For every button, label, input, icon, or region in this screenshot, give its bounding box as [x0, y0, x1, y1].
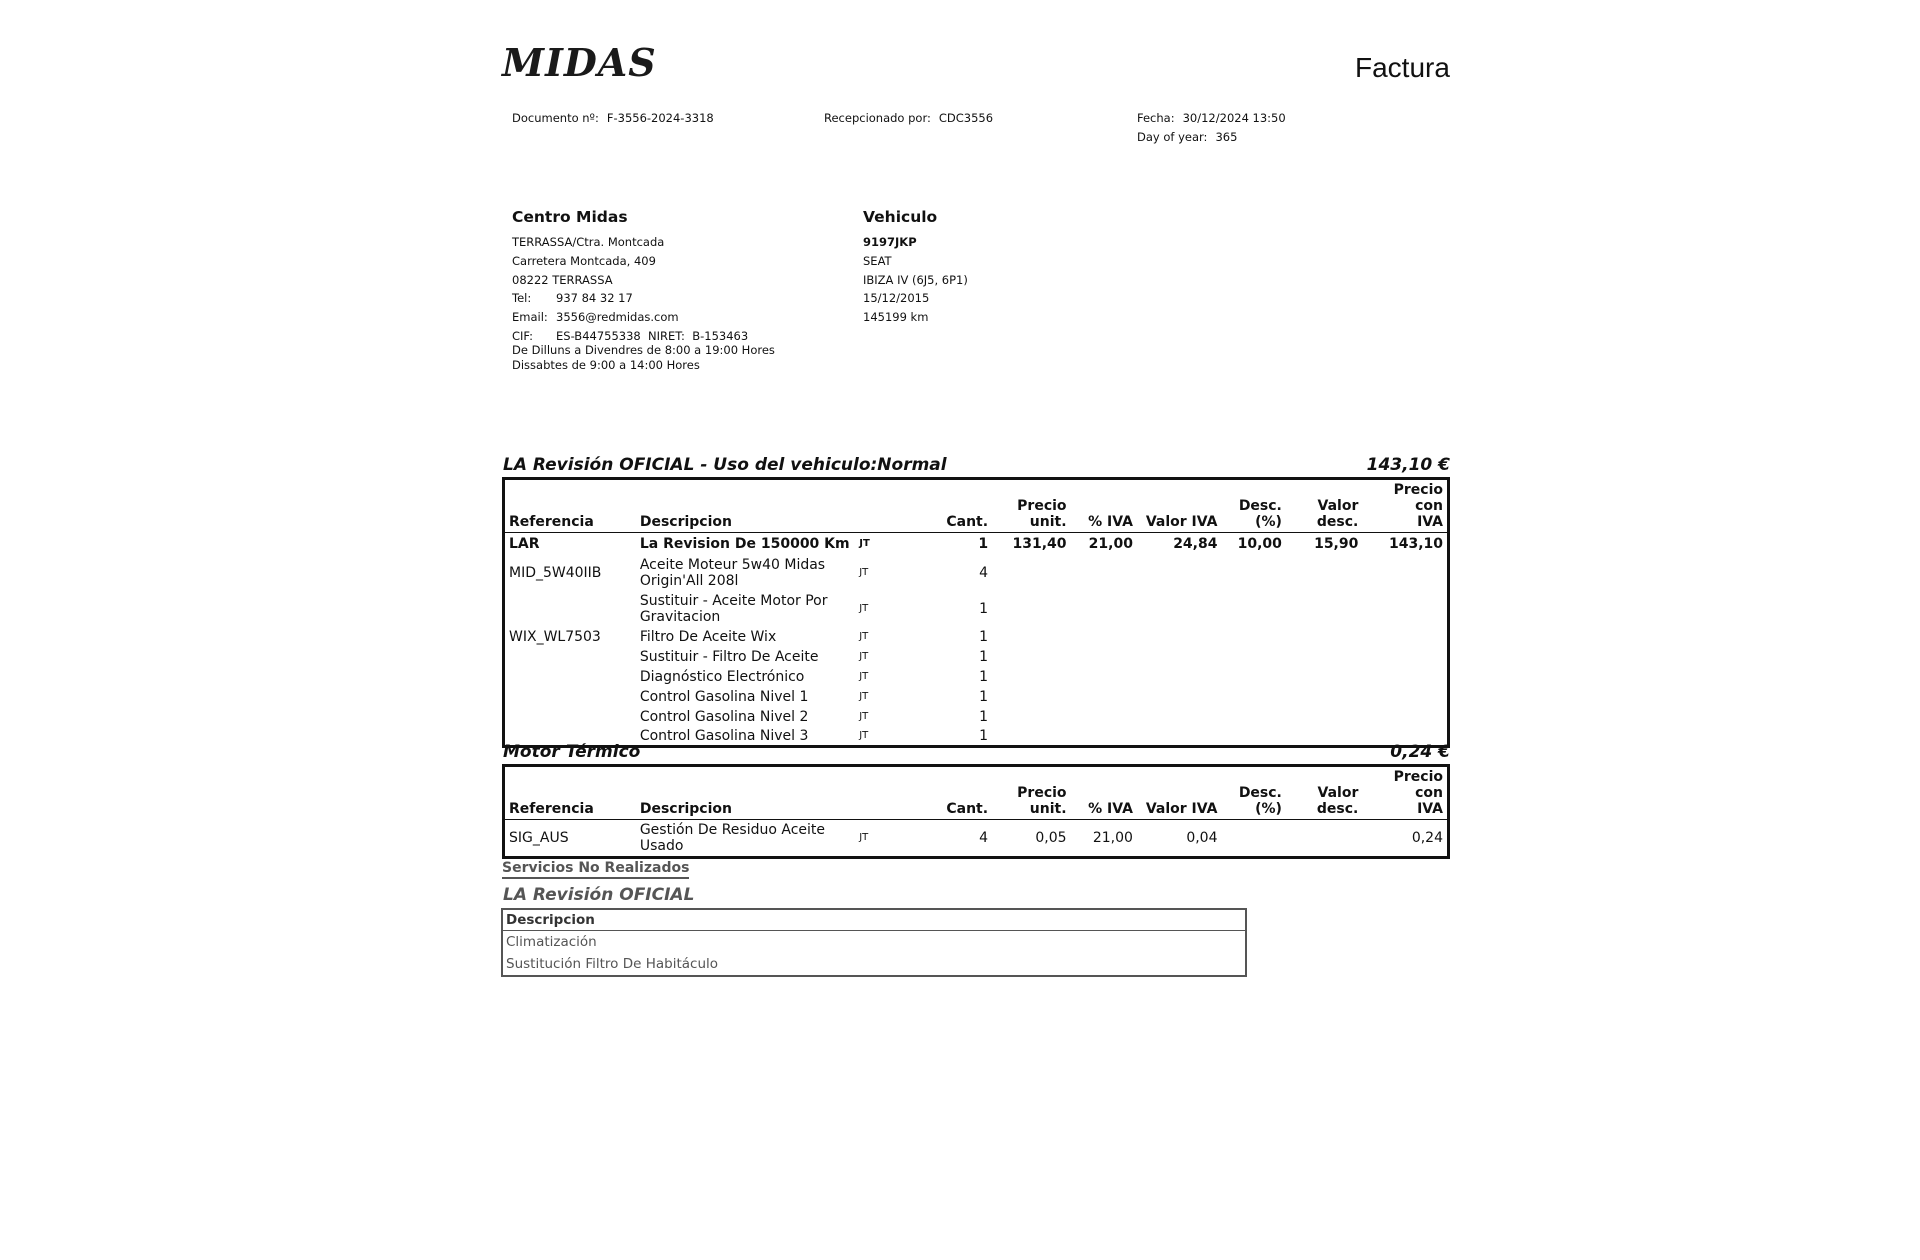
cell-pci: 0,24	[1411, 830, 1443, 846]
invoice-date: Fecha: 30/12/2024 13:50	[1137, 111, 1286, 125]
cell-cant: 1	[979, 727, 989, 744]
col-valor-desc: Valor desc.	[1286, 766, 1362, 820]
cell-ref	[504, 591, 636, 627]
cell-desc: Filtro De Aceite Wix	[639, 628, 777, 645]
cell-cant: 1	[979, 668, 989, 685]
cell-cant: 4	[979, 564, 989, 581]
cell-desc: Sustituir - Filtro De Aceite	[639, 648, 819, 665]
col-valor-iva: Valor IVA	[1137, 766, 1222, 820]
table-row	[502, 931, 1246, 954]
table-header-row	[502, 909, 1246, 931]
cell-cant: 1	[979, 628, 989, 645]
table-row	[504, 667, 1449, 687]
centro-hours	[512, 343, 775, 373]
day-of-year: Day of year: 365	[1137, 130, 1238, 144]
cell-desc: Diagnóstico Electrónico	[639, 668, 805, 685]
vehicle-brand: SEAT	[863, 253, 892, 268]
centro-line1: TERRASSA/Ctra. Montcada	[512, 235, 665, 249]
cell-ref: SIG_AUS	[509, 830, 569, 846]
cell-jt: JT	[859, 602, 869, 614]
col-valor-desc: Valor desc.	[1286, 479, 1362, 533]
table-row	[504, 533, 1449, 555]
centro-cif: CIF: ES-B44755338 NIRET: B-153463	[512, 328, 749, 343]
section-revision-header	[503, 455, 1450, 475]
col-referencia: Referencia	[504, 766, 636, 820]
cell-iva: 21,00	[1088, 535, 1133, 552]
section-motor-title: Motor Térmico	[503, 742, 641, 762]
cell-ref	[504, 707, 636, 727]
table-row	[504, 647, 1449, 667]
centro-title: Centro Midas	[512, 208, 628, 226]
cell-desc-pct: 10,00	[1237, 535, 1282, 552]
table-header-row	[504, 479, 1449, 533]
table-row	[502, 953, 1246, 976]
document-title: Factura	[1355, 52, 1450, 83]
table-row	[504, 591, 1449, 627]
cell-jt: JT	[859, 729, 869, 741]
table-row	[504, 555, 1449, 591]
cell-desc: Control Gasolina Nivel 3	[639, 727, 809, 744]
cell-ref	[504, 667, 636, 687]
cell-viva: 0,04	[1186, 830, 1218, 846]
cell-vdesc	[1286, 820, 1362, 858]
col-descripcion: Descripcion	[636, 766, 855, 820]
cell-cant: 1	[979, 648, 989, 665]
revision-table	[502, 477, 1450, 748]
vehicle-km: 145199 km	[863, 310, 929, 325]
cell-pci: 143,10	[1388, 535, 1443, 552]
col-jt	[855, 479, 923, 533]
cell-ref: WIX_WL7503	[509, 628, 601, 645]
motor-table	[502, 764, 1450, 859]
cell-ref: MID_5W40IIB	[509, 564, 602, 581]
cell-desc: Sustitución Filtro De Habitáculo	[506, 956, 719, 972]
vehicle-plate: 9197JKP	[863, 235, 917, 249]
cell-vdesc: 15,90	[1314, 535, 1359, 552]
cell-jt: JT	[859, 650, 869, 662]
centro-email: Email: 3556@redmidas.com	[512, 310, 679, 325]
received-by: Recepcionado por: CDC3556	[824, 111, 994, 125]
col-jt	[855, 766, 923, 820]
table-header-row	[504, 766, 1449, 820]
cell-jt: JT	[859, 690, 869, 702]
document-number: Documento nº: F-3556-2024-3318	[512, 111, 714, 125]
cell-jt: JT	[859, 537, 870, 549]
cell-jt: JT	[859, 670, 869, 682]
cell-pu: 131,40	[1012, 535, 1067, 552]
cell-jt: JT	[859, 566, 869, 578]
col-cant: Cant.	[924, 479, 992, 533]
cell-desc: Climatización	[506, 934, 597, 950]
vehiculo-info	[863, 233, 968, 327]
section-motor-total: 0,24 €	[1390, 742, 1450, 762]
hours-saturday: Dissabtes de 9:00 a 14:00 Hores	[512, 358, 700, 372]
cell-desc: Control Gasolina Nivel 2	[639, 708, 809, 725]
vehicle-date: 15/12/2015	[863, 291, 930, 306]
cell-desc: Aceite Moteur 5w40 Midas Origin'All 208l	[639, 556, 826, 589]
centro-line3: 08222 TERRASSA	[512, 272, 613, 287]
no-realizados-table	[501, 908, 1247, 977]
col-descripcion: Descripcion	[502, 909, 1246, 931]
cell-pu: 0,05	[1035, 830, 1067, 846]
col-referencia: Referencia	[504, 479, 636, 533]
centro-tel: Tel: 937 84 32 17	[512, 291, 633, 306]
table-row	[504, 707, 1449, 727]
cell-cant: 1	[979, 600, 989, 617]
vehiculo-title: Vehiculo	[863, 208, 938, 226]
col-iva: % IVA	[1071, 766, 1137, 820]
cell-ref	[504, 647, 636, 667]
cell-cant: 1	[979, 708, 989, 725]
section-motor-header	[503, 742, 1450, 762]
cell-jt: JT	[859, 832, 869, 843]
cell-desc: Gestión De Residuo Aceite Usado	[639, 822, 825, 854]
cell-iva: 21,00	[1092, 830, 1133, 846]
col-precio-unit: Precio unit.	[992, 766, 1070, 820]
col-descripcion: Descripcion	[636, 479, 855, 533]
cell-desc: Sustituir - Aceite Motor Por Gravitacion	[639, 592, 828, 625]
vehicle-model: IBIZA IV (6J5, 6P1)	[863, 272, 968, 287]
col-desc: Desc. (%)	[1221, 479, 1285, 533]
cell-desc: Control Gasolina Nivel 1	[639, 688, 809, 705]
cell-ref	[504, 687, 636, 707]
table-row	[504, 687, 1449, 707]
col-precio-con-iva: Precio con IVA	[1362, 766, 1448, 820]
col-iva: % IVA	[1071, 479, 1137, 533]
col-cant: Cant.	[924, 766, 992, 820]
cell-ref: LAR	[509, 535, 540, 552]
col-precio-unit: Precio unit.	[992, 479, 1070, 533]
centro-line2: Carretera Montcada, 409	[512, 253, 656, 268]
col-precio-con-iva: Precio con IVA	[1362, 479, 1448, 533]
centro-info	[512, 233, 748, 346]
cell-desc-pct	[1221, 820, 1285, 858]
cell-desc: La Revision De 150000 Km	[639, 535, 850, 552]
cell-cant: 4	[979, 830, 989, 846]
midas-logo: MIDAS	[502, 40, 657, 85]
section-revision-title: LA Revisión OFICIAL - Uso del vehiculo:Normal	[503, 455, 947, 475]
cell-cant: 1	[978, 535, 989, 552]
col-desc: Desc. (%)	[1221, 766, 1285, 820]
cell-viva: 24,84	[1173, 535, 1218, 552]
cell-cant: 1	[979, 688, 989, 705]
table-row	[504, 627, 1449, 647]
cell-jt: JT	[859, 710, 869, 722]
no-realizados-subtitle: LA Revisión OFICIAL	[503, 885, 695, 905]
cell-jt: JT	[859, 630, 869, 642]
section-revision-total: 143,10 €	[1366, 455, 1450, 475]
col-valor-iva: Valor IVA	[1137, 479, 1222, 533]
hours-weekdays: De Dilluns a Divendres de 8:00 a 19:00 Hores	[512, 343, 775, 357]
no-realizados-title: Servicios No Realizados	[502, 860, 689, 879]
table-row	[504, 820, 1449, 858]
